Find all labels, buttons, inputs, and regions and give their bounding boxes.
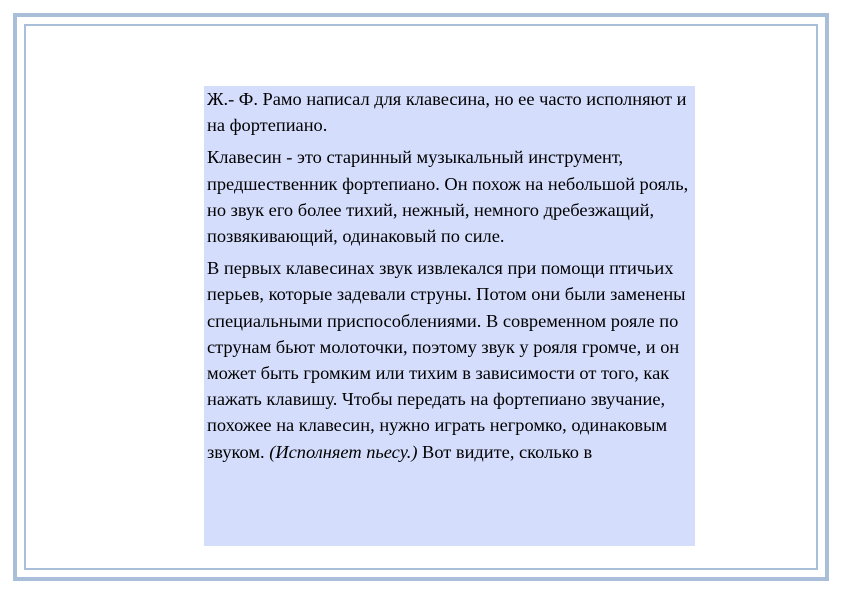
paragraph-3-text-before: В первых клавесинах звук извлекался при помощи птичьих перьев, которые задевали струны. Потом они были заменены специальными приспособлениями. В современном рояле по струнам бьют молоточки, поэтому звук у рояля громче, и он может быть громким или тихим в зависимости от того, как нажать клавишу. Чтобы передать на фортепиано звучание, похожее на клавесин, нужно играть негромко, одинаковым звуком.: [207, 258, 686, 462]
stage-direction: (Исполняет пьесу.): [269, 441, 418, 462]
text-block: [204, 86, 695, 546]
paragraph-3-text-after: Вот видите, сколько в: [417, 441, 593, 462]
paragraph-1: Ж.- Ф. Рамо написал для клавесина, но ее часто исполняют и на фортепиано.: [207, 89, 687, 136]
paragraph-2: Клавесин - это старинный музыкальный инструмент, предшественник фортепиано. Он похож на небольшой рояль, но звук его более тихий, нежный, немного дребезжащий, позвякивающий, одинаковый по силе.: [207, 147, 689, 247]
paragraph-3: [207, 255, 693, 465]
